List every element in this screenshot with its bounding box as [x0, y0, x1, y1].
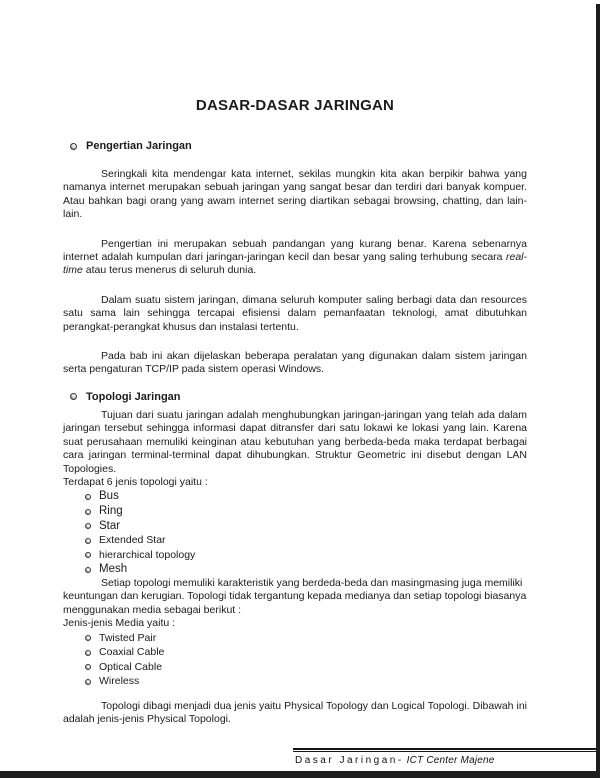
sphere-bullet-icon [85, 635, 91, 641]
paragraph-text: atau terus menerus di seluruh dunia. [82, 264, 257, 277]
media-list-intro: Jenis-jenis Media yaitu : [63, 617, 176, 630]
footer-project-label: Dasar Jaringan- [295, 755, 404, 766]
paragraph-text: Pengertian ini merupakan sebuah pandangan yang kurang benar. Karena sebenarnya internet adalah kumpulan dari jaringan-jaringan kecil dan besar yang saling terhubung secara [63, 237, 527, 264]
list-item [85, 675, 527, 689]
page-footer [293, 748, 596, 766]
sphere-bullet-icon [85, 664, 91, 670]
list-item-label: Wireless [99, 675, 140, 688]
page-content [63, 0, 527, 727]
list-item-label: hierarchical topology [99, 548, 196, 561]
list-item-label: Ring [99, 504, 123, 517]
sphere-bullet-icon [85, 552, 91, 558]
paragraph-topologi-3: Topologi dibagi menjadi dua jenis yaitu Physical Topology dan Logical Topologi. Dibawah ini adalah jenis-jenis Physical Topologi. [63, 699, 527, 726]
list-item-label: Twisted Pair [99, 631, 157, 644]
footer-org-label: ICT Center Majene [406, 755, 495, 766]
list-item [85, 646, 527, 660]
topology-list-intro: Terdapat 6 jenis topologi yaitu : [63, 475, 208, 488]
sphere-bullet-icon [85, 679, 91, 685]
document-title: DASAR-DASAR JARINGAN [195, 97, 395, 114]
section-heading-pengertian [70, 140, 527, 152]
paragraph-topologi-1: Tujuan dari suatu jaringan adalah menghubungkan jaringan-jaringan yang telah ada dalam jaringan tersebut sehingga informasi dapat ditransfer dari satu lokawi ke lokasi yang lain. Karena suat perusahaan memuliki keinginan atau kebutuhan yang berbeda-beda maka terdapat berbagai cara jaringan terminal-terminal dapat dihubungkan. Struktur Geometric ini disebut dengan LAN Topologies. [63, 408, 527, 475]
list-item-label: Optical Cable [99, 660, 163, 673]
italic-term: real-time [63, 251, 527, 277]
list-item [85, 549, 527, 563]
footer-rule-thick [293, 748, 596, 750]
section-heading-label: Topologi Jaringan [86, 390, 181, 403]
sphere-bullet-icon [85, 567, 91, 573]
list-item [85, 534, 527, 548]
list-item-label: Mesh [99, 563, 128, 576]
list-item [85, 520, 527, 534]
sphere-bullet-icon [85, 538, 91, 544]
paragraph-pengertian-2 [63, 238, 527, 278]
list-item-label: Bus [99, 490, 119, 503]
paragraph-pengertian-3: Dalam suatu sistem jaringan, dimana seluruh komputer saling berbagi data dan resources satu sama lain sehingga tercapai efisiensi dalam pemanfaatan teknologi, amat dibutuhkan perangkat-perangkat khusus dan instalasi tertentu. [63, 293, 527, 333]
sphere-bullet-icon [70, 393, 77, 400]
section-heading-label: Pengertian Jaringan [86, 140, 192, 152]
paragraph-pengertian-1: Seringkali kita mendengar kata internet, sekilas mungkin kita akan berpikir bahwa yang namanya internet merupakan sebuah jaringan yang sangat besar dan terdiri dari banyak kompuer. Atau bahkan bagi orang yang awam internet sering diartikan sebagai browsing, chatting, dan lain-lain. [63, 168, 527, 221]
list-item-label: Coaxial Cable [99, 646, 165, 659]
list-item [85, 632, 527, 646]
paragraph-pengertian-4: Pada bab ini akan dijelaskan beberapa peralatan yang digunakan dalam sistem jaringan serta pengaturan TCP/IP pada sistem operasi Windows. [63, 350, 527, 376]
paragraph-topologi-2: Setiap topologi memuliki karakteristik yang berdeda-beda dan masingmasing juga memiliki keuntungan dan kerugian. Topologi tidak tergantung kepada medianya dan setiap topologi biasanya menggunakan media sebagai berikut : [63, 576, 527, 616]
scan-edge-bottom [0, 771, 600, 778]
sphere-bullet-icon [85, 509, 91, 515]
list-item [85, 490, 527, 504]
sphere-bullet-icon [85, 650, 91, 656]
list-item [85, 505, 527, 519]
section-heading-topologi [70, 391, 527, 403]
sphere-bullet-icon [70, 143, 77, 150]
footer-text [293, 752, 596, 766]
media-list [63, 632, 527, 689]
list-item-label: Star [99, 519, 121, 532]
list-item [85, 563, 527, 577]
sphere-bullet-icon [85, 494, 91, 500]
list-item-label: Extended Star [99, 534, 166, 547]
list-item [85, 661, 527, 675]
scan-edge-right [596, 4, 600, 778]
topology-list [63, 490, 527, 577]
sphere-bullet-icon [85, 523, 91, 529]
